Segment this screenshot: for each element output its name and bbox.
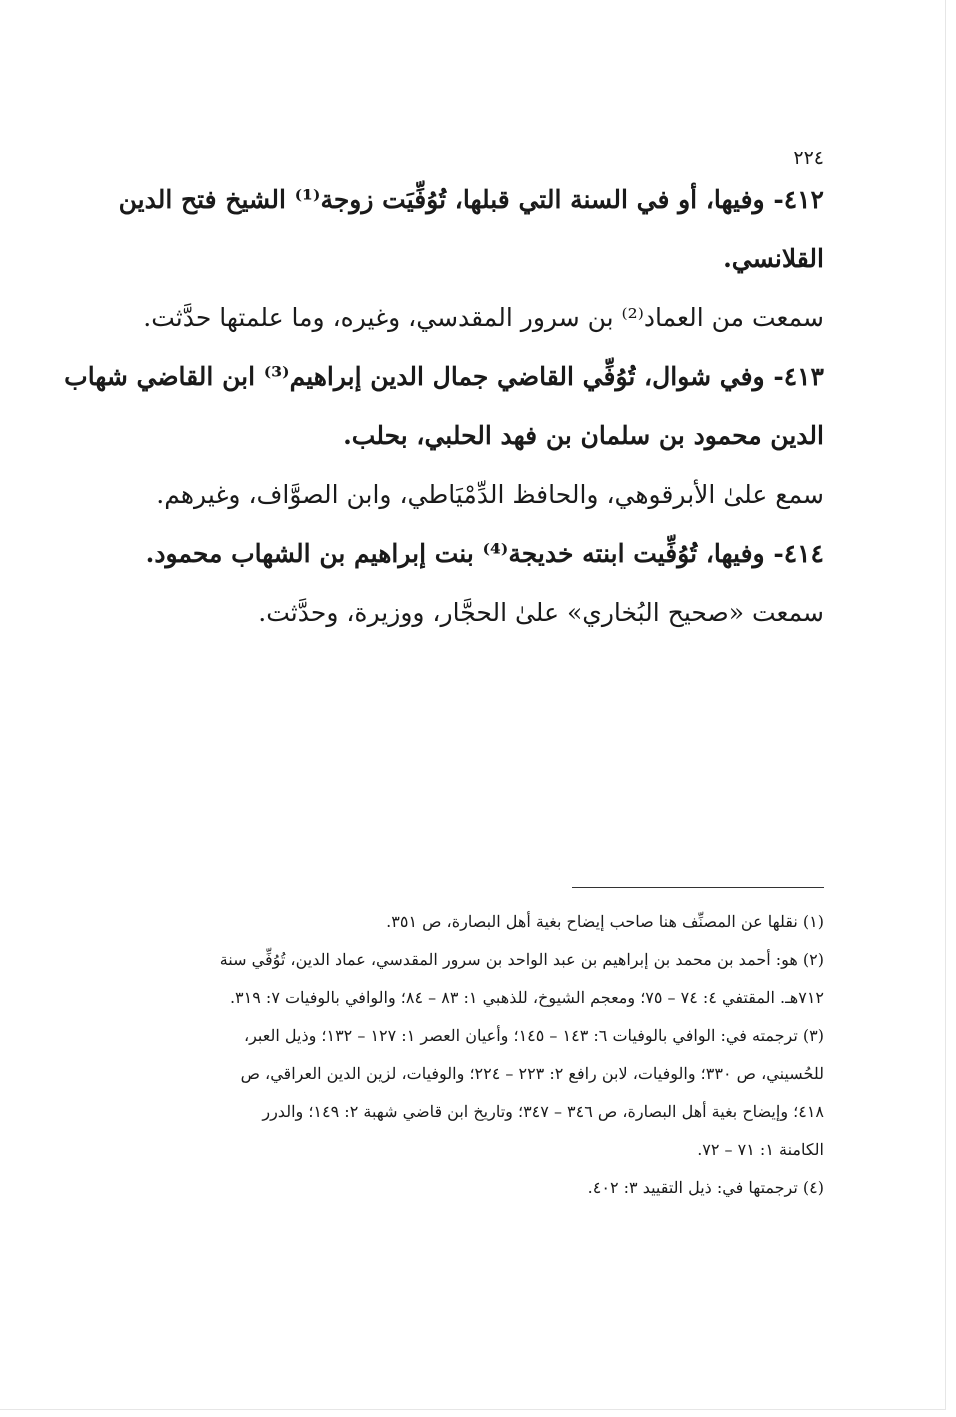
- entry-413-line-2: الدين محمود بن سلمان بن فهد الحلبي، بحلب.: [343, 420, 824, 450]
- entry-414-line-1: ٤١٤- وفيها، تُوُفِّيت ابنته خديجة⁽⁴⁾ بنت إبراهيم بن الشهاب محمود.: [145, 538, 824, 568]
- entry-414-note: سمعت «صحيح البُخاري» علىٰ الحجَّار، ووزيرة، وحدَّثت.: [258, 597, 824, 627]
- footnote-4: (٤) ترجمتها في: ذيل التقييد ٣: ٤٠٢.: [587, 1178, 824, 1197]
- entry-413-note: سمع علىٰ الأبرقوهي، والحافظ الدِّمْيَاطي، وابن الصوَّاف، وغيرهم.: [156, 479, 824, 509]
- entry-412-note: سمعت من العماد⁽²⁾ بن سرور المقدسي، وغيره، وما علمتها حدَّثت.: [143, 302, 824, 332]
- footnote-1: (١) نقلها عن المصنِّف هنا صاحب إيضاح بغية أهل البصارة، ص ٣٥١.: [386, 912, 824, 931]
- entry-412-line-1: ٤١٢- وفيها، أو في السنة التي قبلها، تُوُفِّيَت زوجة⁽¹⁾ الشيخ فتح الدين: [118, 184, 824, 214]
- entry-413-line-1: ٤١٣- وفي شوال، تُوُفِّي القاضي جمال الدين إبراهيم⁽³⁾ ابن القاضي شهاب: [64, 361, 824, 391]
- footnote-2-line-2: ٧١٢هـ. المقتفي ٤: ٧٤ – ٧٥؛ ومعجم الشيوخ، للذهبي ١: ٨٣ – ٨٤؛ والوافي بالوفيات ٧: ٣١٩.: [229, 988, 824, 1007]
- page-number: ٢٢٤: [793, 147, 824, 169]
- footnote-3-line-3: ٤١٨؛ وإيضاح بغية أهل البصارة، ص ٣٤٦ – ٣٤٧؛ وتاريخ ابن قاضي شهبة ٢: ١٤٩؛ والدرر: [262, 1102, 824, 1121]
- footnote-3-line-1: (٣) ترجمته في: الوافي بالوفيات ٦: ١٤٣ – ١٤٥؛ وأعيان العصر ١: ١٢٧ – ١٣٢؛ وذيل العبر،: [243, 1026, 824, 1045]
- footnote-2-line-1: (٢) هو: أحمد بن محمد بن إبراهيم بن عبد الواحد بن سرور المقدسي، عماد الدين، تُوُفِّي سنة: [219, 950, 824, 969]
- main-text: [64, 170, 824, 642]
- entry-412-line-2: القلانسي.: [723, 243, 824, 273]
- footnote-divider: [572, 887, 824, 888]
- footnote-3-line-2: للحُسيني، ص ٣٣٠؛ والوفيات، لابن رافع ٢: ٢٢٣ – ٢٢٤؛ والوفيات، لزين الدين العراقي، ص: [240, 1064, 824, 1083]
- footnote-3-line-4: الكامنة ١: ٧١ – ٧٢.: [697, 1140, 824, 1159]
- footnotes: [86, 903, 824, 1207]
